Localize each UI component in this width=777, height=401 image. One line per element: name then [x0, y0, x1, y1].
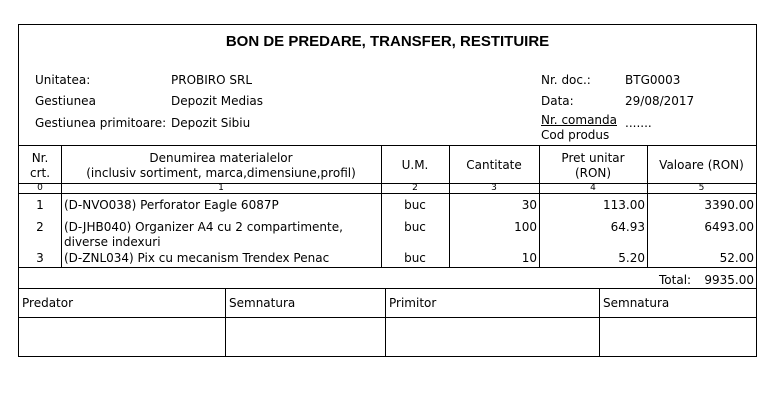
- header-denumire-line1: Denumirea materialelor: [149, 151, 293, 165]
- transfer-document: [18, 24, 757, 357]
- row-3-valoare: 52.00: [719, 251, 754, 265]
- semnatura-primitor-label: Semnatura: [603, 296, 670, 310]
- row-2-pret: 64.93: [610, 220, 645, 234]
- data-value: 29/08/2017: [625, 94, 695, 108]
- row-1-pret: 113.00: [603, 198, 645, 212]
- header-pret-line1: Pret unitar: [561, 151, 625, 165]
- row-1-cantitate: 30: [521, 198, 537, 212]
- row-3-pret: 5.20: [618, 251, 645, 265]
- row-1-um: buc: [404, 198, 426, 212]
- nr-comanda-value: .......: [625, 116, 652, 130]
- header-cantitate: Cantitate: [466, 158, 522, 172]
- row-1-valoare: 3390.00: [704, 198, 754, 212]
- col-number: 2: [412, 183, 418, 193]
- total-value: 9935.00: [704, 273, 754, 287]
- header-pret-line2: (RON): [574, 166, 612, 180]
- row-2-cantitate: 100: [514, 220, 537, 234]
- predator-label: Predator: [22, 296, 74, 310]
- row-3-cantitate: 10: [521, 251, 537, 265]
- gestiune-value: Depozit Medias: [171, 94, 264, 108]
- col-number: 1: [218, 183, 224, 193]
- header-valoare: Valoare (RON): [659, 158, 744, 172]
- gestiune-primitoare-label: Gestiunea primitoare:: [35, 116, 167, 130]
- data-label: Data:: [541, 94, 574, 108]
- total-label: Total:: [659, 273, 692, 287]
- col-number: 5: [698, 183, 705, 193]
- primitor-label: Primitor: [389, 296, 437, 310]
- cod-produs-label: Cod produs: [541, 128, 610, 142]
- gestiune-label: Gestiunea: [35, 94, 96, 108]
- row-3-um: buc: [404, 251, 426, 265]
- row-2-um: buc: [404, 220, 426, 234]
- nr-doc-label: Nr. doc.:: [541, 73, 591, 87]
- row-2-denumire-line2: diverse indexuri: [64, 235, 161, 249]
- row-1-nr: 1: [36, 198, 44, 212]
- row-2-denumire-line1: (D-JHB040) Organizer A4 cu 2 compartimente,: [64, 220, 343, 234]
- unit-value: PROBIRO SRL: [171, 73, 253, 87]
- row-2-valoare: 6493.00: [704, 220, 754, 234]
- row-3-nr: 3: [36, 251, 44, 265]
- gestiune-primitoare-value: Depozit Sibiu: [171, 116, 251, 130]
- semnatura-predator-label: Semnatura: [229, 296, 296, 310]
- header-denumire-line2: (inclusiv sortiment, marca,dimensiune,profil): [86, 166, 356, 180]
- header-nr-line2: crt.: [29, 166, 51, 180]
- header-um: U.M.: [401, 158, 429, 172]
- nr-doc-value: BTG0003: [625, 73, 681, 87]
- row-3-denumire: (D-ZNL034) Pix cu mecanism Trendex Penac: [64, 251, 330, 265]
- nr-comanda-label: Nr. comanda: [541, 113, 617, 127]
- unit-label: Unitatea:: [35, 73, 91, 87]
- col-number: 4: [590, 183, 596, 193]
- row-1-denumire: (D-NVO038) Perforator Eagle 6087P: [64, 198, 279, 212]
- header-nr-line1: Nr.: [31, 151, 49, 165]
- row-2-nr: 2: [36, 220, 44, 234]
- col-number: 3: [491, 183, 497, 193]
- document-title: BON DE PREDARE, TRANSFER, RESTITUIRE: [225, 33, 550, 50]
- col-number: 0: [37, 183, 43, 193]
